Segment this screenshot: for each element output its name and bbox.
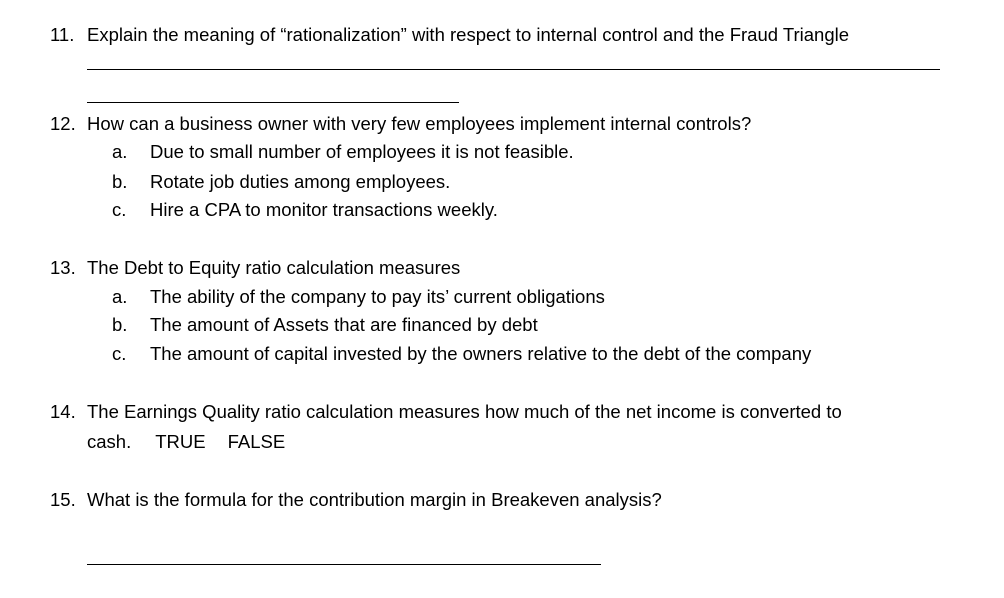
question-13-option-c: The amount of capital invested by the owners relative to the debt of the company [150,343,812,364]
question-12-option-a: Due to small number of employees it is not feasible. [150,141,574,162]
question-12-text: How can a business owner with very few employees implement internal controls? [87,113,752,134]
question-11-text: Explain the meaning of “rationalization” with respect to internal control and the Fraud Triangle [87,24,850,45]
question-14-text-line1: The Earnings Quality ratio calculation measures how much of the net income is converted to [87,401,842,422]
question-12-option-a-letter: a. [112,141,128,162]
question-12-option-b-letter: b. [112,171,128,192]
answer-line-11b[interactable] [87,102,459,103]
question-13-option-b: The amount of Assets that are financed by debt [150,314,538,335]
false-option[interactable]: FALSE [227,431,286,452]
question-14-text-line2-row [87,430,285,454]
answer-line-11a[interactable] [87,69,940,70]
answer-line-15[interactable] [87,564,601,565]
question-11-number: 11. [50,24,75,45]
question-13-option-b-letter: b. [112,314,128,335]
question-13-option-a: The ability of the company to pay its’ current obligations [150,286,605,307]
question-13-option-a-letter: a. [112,286,128,307]
question-13-option-c-letter: c. [112,343,127,364]
question-13-number: 13. [50,257,76,278]
question-12-option-b: Rotate job duties among employees. [150,171,451,192]
question-12-option-c-letter: c. [112,199,127,220]
question-15-number: 15. [50,489,76,510]
question-13-text: The Debt to Equity ratio calculation measures [87,257,461,278]
question-12-number: 12. [50,113,76,134]
question-14-text-line2: cash. [87,431,132,452]
question-15-text: What is the formula for the contribution margin in Breakeven analysis? [87,489,662,510]
question-14-number: 14. [50,401,76,422]
true-option[interactable]: TRUE [155,431,206,452]
question-12-option-c: Hire a CPA to monitor transactions weekly. [150,199,498,220]
